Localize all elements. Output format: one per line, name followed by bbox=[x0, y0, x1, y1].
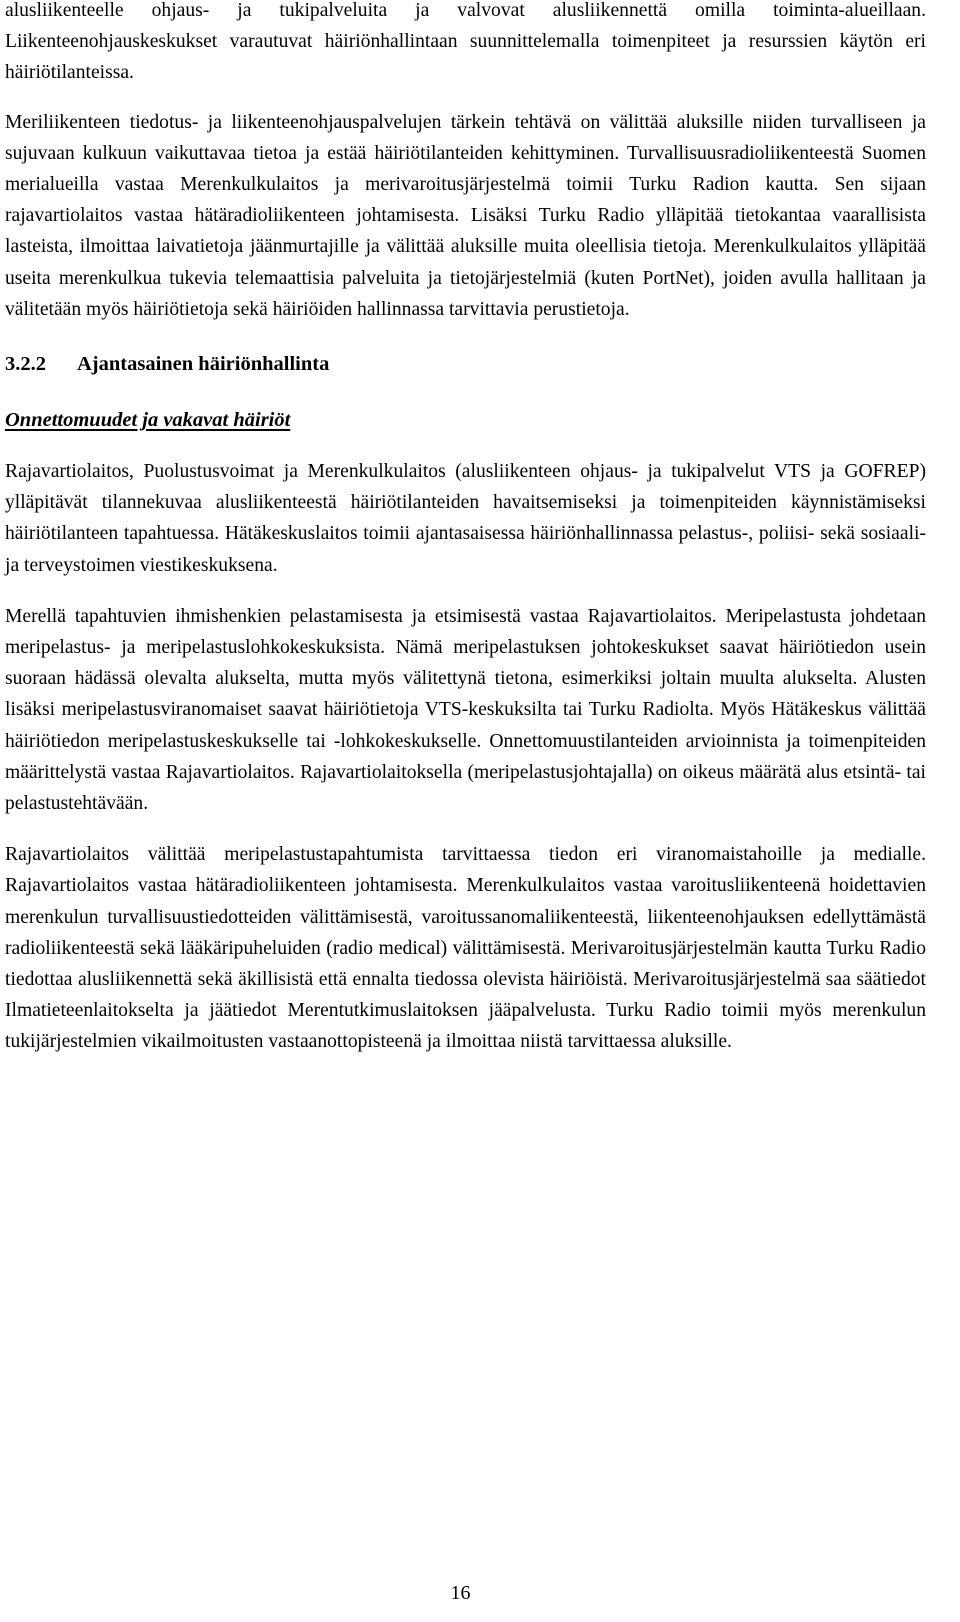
subheading-accidents: Onnettomuudet ja vakavat häiriöt bbox=[5, 409, 291, 432]
section-number: 3.2.2 bbox=[5, 353, 46, 376]
paragraph-situational-picture: Rajavartiolaitos, Puolustusvoimat ja Merenkulkulaitos (alusliikenteen ohjaus- ja tukipalvelut VTS ja GOFREP) ylläpitävät tilannekuvaa alusliikenteestä häiriötilanteiden havaitsemiseksi ja toimenpiteiden käynnistämiseksi häiriötilanteen tapahtuessa. Hätäkeskuslaitos toimii ajantasaisessa häiriönhallinnassa pelastus-, poliisi- sekä sosiaali- ja terveystoimen viestikeskuksena. bbox=[5, 461, 926, 576]
paragraph-continued: alusliikenteelle ohjaus- ja tukipalveluita ja valvovat alusliikennettä omilla toiminta-alueillaan. Liikenteenohjauskeskukset varautuvat häiriönhallintaan suunnittelemalla toimenpiteet ja resurssien käytön eri häiriötilanteissa. bbox=[5, 0, 926, 84]
paragraph-maritime-information-services: Meriliikenteen tiedotus- ja liikenteenohjauspalvelujen tärkein tehtävä on välittää aluksille niiden turvalliseen ja sujuvaan kulkuun vaikuttavaa tietoa ja estää häiriötilanteiden kehittyminen. Turvallisuusradioliikenteestä Suomen merialueilla vastaa Merenkulkulaitos ja merivaroitusjärjestelmä toimii Turku Radion kautta. Sen sijaan rajavartiolaitos vastaa hätäradioliikenteen johtamisesta. Lisäksi Turku Radio ylläpitää tietokantaa vaarallisista lasteista, ilmoittaa laivatietoja jäänmurtajille ja välittää aluksille muita oleellisia tietoja. Merenkulkulaitos ylläpitää useita merenkulkua tukevia telemaattisia palveluita ja tietojärjestelmiä (kuten PortNet), joiden avulla hallitaan ja välitetään myös häiriötietoja sekä häiriöiden hallinnassa tarvittavia perustietoja. bbox=[5, 111, 926, 320]
paragraph-information-distribution: Rajavartiolaitos välittää meripelastustapahtumista tarvittaessa tiedon eri viranomaistahoille ja medialle. Rajavartiolaitos vastaa hätäradioliikenteen johtamisesta. Merenkulkulaitos vastaa varoitusliikenteenä hoidettavien merenkulun turvallisuustiedotteiden välittämisestä, varoitussanomaliikenteestä, liikenteenohjauksen edellyttämästä radioliikenteestä sekä lääkäripuheluiden (radio medical) välittämisestä. Merivaroitusjärjestelmän kautta Turku Radio tiedottaa alusliikennettä sekä äkillisistä että ennalta tiedossa olevista häiriöistä. Merivaroitusjärjestelmä saa säätiedot Ilmatieteenlaitokselta ja jäätiedot Merentutkimuslaitoksen jääpalvelusta. Turku Radio toimii myös merenkulun tukijärjestelmien vikailmoitusten vastaanottopisteenä ja ilmoittaa niistä tarvittaessa aluksille. bbox=[5, 844, 926, 1053]
section-heading bbox=[5, 349, 926, 380]
paragraph-sea-rescue: Merellä tapahtuvien ihmishenkien pelastamisesta ja etsimisestä vastaa Rajavartiolaitos. Meripelastusta johdetaan meripelastus- ja meripelastuslohkokeskuksista. Nämä meripelastuksen johtokeskukset saavat häiriötiedon usein suoraan hädässä olevalta alukselta, mutta myös välitettynä tietona, esimerkiksi joltain muulta alukselta. Alusten lisäksi meripelastusviranomaiset saavat häiriötietoja VTS-keskuksilta tai Turku Radiolta. Myös Hätäkeskus välittää häiriötiedon meripelastuskeskukselle tai -lohkokeskukselle. Onnettomuustilanteiden arvioinnista ja toimenpiteiden määrittelystä vastaa Rajavartiolaitos. Rajavartiolaitoksella (meripelastusjohtajalla) on oikeus määrätä alus etsintä- tai pelastustehtävään. bbox=[5, 605, 926, 815]
section-title: Ajantasainen häiriönhallinta bbox=[77, 353, 330, 376]
page-content bbox=[5, 0, 926, 1058]
page-number: 16 bbox=[450, 1582, 471, 1604]
